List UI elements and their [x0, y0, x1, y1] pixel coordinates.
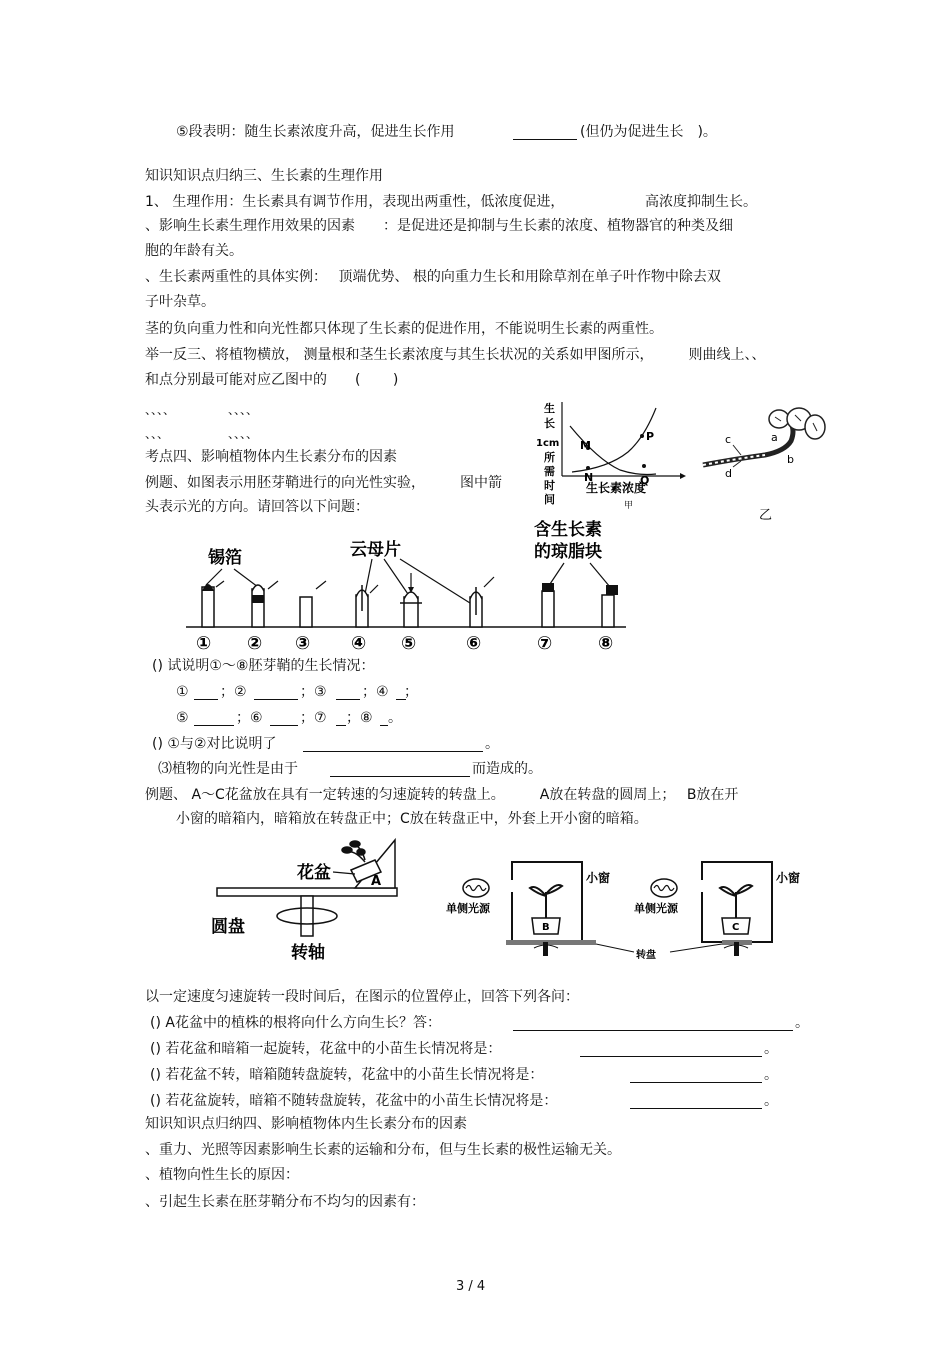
section-heading-3: 知识知识点归纳三、生长素的生理作用: [145, 168, 383, 184]
answer-blank[interactable]: [513, 125, 577, 140]
answer-blank-q2[interactable]: [303, 737, 483, 752]
option-line-1b: 、、、、: [228, 403, 259, 417]
pot-plant: [342, 841, 365, 862]
label-foil: 锡箔: [208, 548, 242, 568]
question-3: ⑶植物的向光性是由于: [158, 761, 298, 777]
sub-question-4: () 若花盆旋转，暗箱不随转盘旋转，花盆中的小苗生长情况将是：: [150, 1093, 558, 1109]
ylabel-char: 1cm: [536, 438, 560, 449]
answer-blank-a3[interactable]: [630, 1068, 762, 1083]
option-line-1a: 、、、、: [145, 403, 176, 417]
point-label: P: [646, 430, 655, 443]
answer-blank-2[interactable]: [254, 685, 298, 700]
label-axis: 转轴: [291, 943, 325, 963]
section-heading-4: 知识知识点归纳四、影响植物体内生长素分布的因素: [145, 1116, 467, 1132]
q1-label: ；④: [362, 684, 389, 700]
answer-blank-5[interactable]: [194, 711, 234, 726]
text-line-1a: ⑤段表明：随生长素浓度升高，促进生长作用: [176, 124, 455, 140]
ylabel-char: 间: [544, 493, 555, 506]
q1-label: ；⑦: [300, 710, 327, 726]
answer-blank-1[interactable]: [194, 685, 218, 700]
option-line-2a: 、、、: [145, 427, 170, 441]
sub-question-3: () 若花盆不转，暗箱随转盘旋转，花盆中的小苗生长情况将是：: [150, 1067, 544, 1083]
coleoptile-number: ④: [351, 633, 367, 654]
figure-dark-boxes: [440, 850, 820, 965]
text-line-7: 子叶杂草。: [145, 294, 215, 310]
text-line-10: 和点分别最可能对应乙图中的 ( ): [145, 372, 399, 388]
q1-label: ；: [404, 684, 418, 700]
point-label: M: [580, 439, 591, 452]
coleoptile-2: [252, 589, 264, 627]
option-line-2b: 、、、、: [228, 427, 259, 441]
q1-label: ；⑧: [346, 710, 373, 726]
answer-blank-a2[interactable]: [580, 1042, 762, 1057]
sub-question-end: 。: [764, 1093, 778, 1109]
x-axis-label: 生长素浓度: [586, 481, 647, 495]
text-line-k4a: 、重力、光照等因素影响生长素的运输和分布，但与生长素的极性运输无关。: [145, 1142, 621, 1158]
turntable-left: [506, 940, 596, 945]
coleoptile-8: [602, 595, 614, 627]
figure-caption-yi: 乙: [759, 508, 773, 523]
text-line-15: 头表示光的方向。请回答以下问题：: [145, 499, 369, 515]
ylabel-char: 时: [544, 479, 555, 492]
plant-label: d: [725, 467, 732, 480]
label-pot-b: B: [542, 922, 550, 933]
ylabel-char: 所: [544, 451, 555, 464]
coleoptile-number: ②: [247, 633, 263, 654]
coleoptile-number: ⑧: [598, 633, 614, 654]
figure-turntable: [205, 836, 415, 966]
plant-label: b: [787, 453, 794, 466]
point-label: Q: [640, 474, 650, 487]
answer-blank-q3[interactable]: [330, 762, 470, 777]
q1-label: ；⑥: [236, 710, 263, 726]
light-source-left: [463, 879, 489, 897]
plant-label: c: [725, 433, 732, 446]
text-line-3b: 高浓度抑制生长。: [645, 194, 757, 210]
label-light-left: 单侧光源: [446, 902, 490, 915]
plant-stem: [703, 423, 793, 465]
text-line-1b: (但仍为促进生长 )。: [580, 124, 717, 140]
example-2-line-3: 以一定速度匀速旋转一段时间后，在图示的位置停止，回答下列各问：: [145, 989, 579, 1005]
text-line-8: 茎的负向重力性和向光性都只体现了生长素的促进作用，不能说明生长素的两重性。: [145, 321, 663, 337]
sub-question-2: () 若花盆和暗箱一起旋转，花盆中的小苗生长情况将是：: [150, 1041, 502, 1057]
coleoptile-number: ⑥: [466, 633, 482, 654]
figure-caption-jia: 甲: [624, 501, 634, 511]
answer-blank-7[interactable]: [336, 711, 346, 726]
label-mica: 云母片: [350, 540, 401, 560]
example-2-line-2: 小窗的暗箱内，暗箱放在转盘正中；C放在转盘正中，外套上开小窗的暗箱。: [176, 811, 648, 827]
ylabel-char: 长: [544, 417, 555, 430]
section-heading-kaodian4: 考点四、影响植物体内生长素分布的因素: [145, 449, 397, 465]
plant-label: a: [771, 431, 778, 444]
axis: [301, 896, 313, 936]
label-window-right: 小窗: [776, 871, 801, 885]
coleoptile-7: [542, 591, 554, 627]
label-light-right: 单侧光源: [634, 902, 678, 915]
figure-coleoptile-experiment: [178, 515, 638, 655]
light-source-right: [651, 879, 677, 897]
coleoptile-number: ⑦: [537, 633, 553, 654]
text-line-6: 、生长素两重性的具体实例： 顶端优势、 根的向重力生长和用除草剂在单子叶作物中除去双: [145, 269, 721, 285]
coleoptile-3: [300, 597, 312, 627]
point-label: N: [584, 471, 594, 484]
question-2: () ①与②对比说明了: [152, 736, 277, 752]
coleoptile-number: ③: [295, 633, 311, 654]
answer-blank-6[interactable]: [270, 711, 298, 726]
page-number: 3 / 4: [456, 1279, 486, 1294]
text-line-3a: 1、 生理作用：生长素具有调节作用，表现出两重性，低浓度促进，: [145, 194, 565, 210]
label-pot-letter: A: [371, 874, 382, 889]
text-line-9: 举一反三、将植物横放， 测量根和茎生长素浓度与其生长状况的关系如甲图所示， 则曲线上、、: [145, 347, 766, 363]
label-turntable: 转盘: [636, 950, 656, 961]
disk: [217, 888, 397, 896]
label-pot-c: C: [732, 922, 740, 933]
example-2-line-1: 例题、 A～C花盆放在具有一定转速的匀速旋转的转盘上。 A放在转盘的圆周上； B放在开: [145, 787, 739, 803]
coleoptile-5: [404, 597, 418, 627]
text-line-k4c: 、引起生长素在胚芽鞘分布不均匀的因素有：: [145, 1194, 425, 1210]
coleoptile-1: [202, 587, 214, 627]
coleoptile-number: ⑤: [401, 633, 417, 654]
q1-label: ；③: [300, 684, 327, 700]
label-agar-1: 含生长素: [534, 520, 602, 540]
figure-jia-graph: [528, 398, 688, 520]
text-line-5: 胞的年龄有关。: [145, 243, 243, 259]
answer-blank-a4[interactable]: [630, 1094, 762, 1109]
q1-label: ⑤: [176, 710, 189, 726]
q1-label: ①: [176, 684, 189, 700]
figure-yi-plant: [695, 405, 865, 525]
label-window-left: 小窗: [586, 871, 611, 885]
label-agar-2: 的琼脂块: [534, 542, 602, 562]
text-line-4: 、影响生长素生理作用效果的因素 ：是促进还是抑制与生长素的浓度、植物器官的种类及细: [145, 218, 733, 234]
question-2-end: 。: [485, 736, 499, 752]
coleoptile-number: ①: [196, 633, 212, 654]
ylabel-char: 需: [544, 465, 555, 478]
answer-blank-8[interactable]: [380, 711, 388, 726]
sub-question-end: 。: [764, 1067, 778, 1083]
sub-question-end: 。: [795, 1015, 809, 1031]
answer-blank-a1[interactable]: [513, 1016, 793, 1031]
label-pot: 花盆: [297, 863, 331, 883]
question-1: () 试说明①～⑧胚芽鞘的生长情况：: [152, 658, 375, 674]
sub-question-end: 。: [764, 1041, 778, 1057]
sub-question-1: () A花盆中的植株的根将向什么方向生长？答：: [150, 1015, 441, 1031]
text-line-14: 例题、如图表示用胚芽鞘进行的向光性实验， 图中箭: [145, 475, 502, 491]
ylabel-char: 生: [544, 402, 555, 415]
answer-blank-3[interactable]: [336, 685, 360, 700]
question-3-end: 而造成的。: [472, 761, 542, 777]
label-disk: 圆盘: [211, 917, 245, 937]
q1-label: 。: [388, 710, 402, 726]
text-line-k4b: 、植物向性生长的原因：: [145, 1167, 299, 1183]
q1-label: ；②: [220, 684, 247, 700]
